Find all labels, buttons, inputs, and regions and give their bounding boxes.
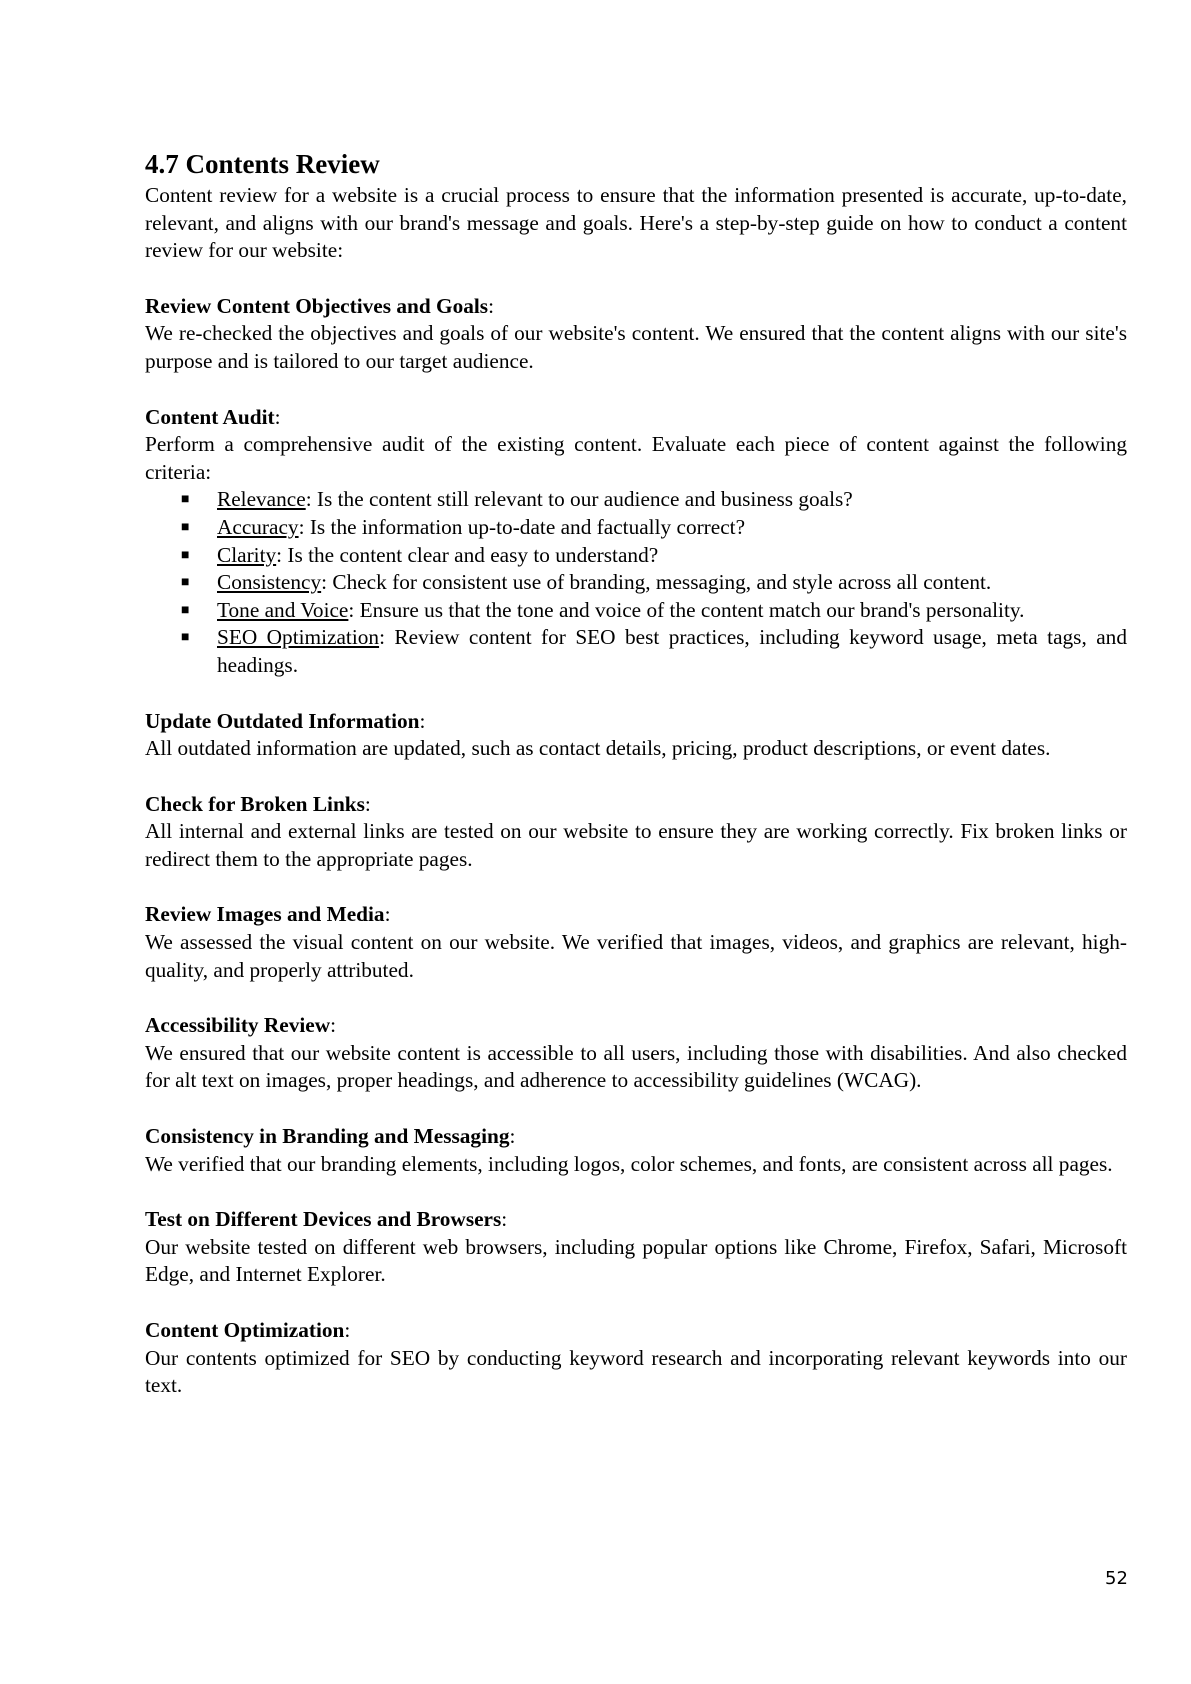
section-body: All outdated information are updated, such as contact details, pricing, product descriptions, or event dates. bbox=[145, 736, 1051, 761]
section-broken-links bbox=[145, 791, 1127, 874]
square-bullet-icon: ■ bbox=[181, 602, 190, 618]
section-body: Our website tested on different web browsers, including popular options like Chrome, Firefox, Safari, Microsoft Edge, and Internet Explorer. bbox=[145, 1234, 1127, 1287]
intro-paragraph: Content review for a website is a crucial process to ensure that the information presented is accurate, up-to-date, relevant, and aligns with our brand's message and goals. Here's a step-by-step guide on how to conduct a content review for our website: bbox=[145, 183, 1127, 263]
criteria-term: SEO Optimization bbox=[217, 625, 380, 650]
criteria-item bbox=[181, 569, 1127, 597]
criteria-term: Consistency bbox=[217, 570, 322, 595]
section-body: Our contents optimized for SEO by conducting keyword research and incorporating relevant keywords into our text. bbox=[145, 1345, 1127, 1398]
criteria-term: Clarity bbox=[217, 542, 277, 567]
criteria-text: : Is the information up-to-date and factually correct? bbox=[298, 514, 746, 539]
section-accessibility bbox=[145, 1012, 1127, 1095]
section-branding bbox=[145, 1123, 1127, 1178]
criteria-item bbox=[181, 486, 1127, 514]
criteria-item bbox=[181, 597, 1127, 625]
section-heading: Review Images and Media: bbox=[145, 902, 391, 927]
section-update-outdated bbox=[145, 708, 1127, 763]
criteria-item bbox=[181, 514, 1127, 542]
section-heading: Check for Broken Links: bbox=[145, 791, 371, 816]
audit-criteria-list bbox=[145, 486, 1127, 679]
section-body: We assessed the visual content on our website. We verified that images, videos, and graphics are relevant, high-quality, and properly attributed. bbox=[145, 930, 1127, 982]
square-bullet-icon: ■ bbox=[181, 630, 190, 646]
criteria-item bbox=[181, 542, 1127, 570]
square-bullet-icon: ■ bbox=[181, 492, 190, 508]
page-number: 52 bbox=[1105, 1568, 1128, 1589]
section-heading: Consistency in Branding and Messaging: bbox=[145, 1124, 516, 1149]
square-bullet-icon: ■ bbox=[181, 519, 190, 535]
criteria-term: Tone and Voice bbox=[217, 597, 349, 622]
criteria-text: : Is the content clear and easy to understand? bbox=[276, 542, 659, 567]
section-heading: Content Optimization: bbox=[145, 1318, 351, 1342]
section-heading: Content Audit: bbox=[145, 404, 281, 429]
section-body: We verified that our branding elements, including logos, color schemes, and fonts, are consistent across all pages. bbox=[145, 1151, 1113, 1176]
criteria-text: : Is the content still relevant to our audience and business goals? bbox=[305, 487, 853, 512]
section-heading: Test on Different Devices and Browsers: bbox=[145, 1207, 508, 1232]
square-bullet-icon: ■ bbox=[181, 575, 190, 591]
section-body: All internal and external links are tested on our website to ensure they are working correctly. Fix broken links or redirect them to the appropriate pages. bbox=[145, 819, 1127, 871]
criteria-term: Accuracy bbox=[217, 514, 299, 539]
section-devices-browsers bbox=[145, 1206, 1127, 1289]
section-heading: Review Content Objectives and Goals: bbox=[145, 293, 495, 318]
section-body: Perform a comprehensive audit of the existing content. Evaluate each piece of content against the following criteria: bbox=[145, 432, 1127, 484]
criteria-item bbox=[181, 624, 1127, 679]
square-bullet-icon: ■ bbox=[181, 547, 190, 563]
section-objectives bbox=[145, 293, 1127, 376]
page-title: 4.7 Contents Review bbox=[145, 149, 380, 179]
section-heading: Accessibility Review: bbox=[145, 1013, 337, 1038]
criteria-text: : Check for consistent use of branding, messaging, and style across all content. bbox=[321, 570, 992, 595]
section-body: We ensured that our website content is accessible to all users, including those with disabilities. And also checked for alt text on images, proper headings, and adherence to accessibility guidelines (WCAG). bbox=[145, 1040, 1127, 1093]
section-body: We re-checked the objectives and goals of our website's content. We ensured that the content aligns with our site's purpose and is tailored to our target audience. bbox=[145, 321, 1127, 373]
section-content-audit bbox=[145, 404, 1127, 680]
criteria-text: : Ensure us that the tone and voice of the content match our brand's personality. bbox=[348, 597, 1025, 622]
section-content-optimization bbox=[145, 1317, 1127, 1400]
page-content bbox=[145, 146, 1127, 1400]
section-heading: Update Outdated Information: bbox=[145, 708, 426, 733]
criteria-term: Relevance bbox=[217, 487, 306, 512]
section-images-media bbox=[145, 901, 1127, 984]
criteria-text: : Review content for SEO best practices, including keyword usage, meta tags, and headings. bbox=[217, 625, 1127, 677]
